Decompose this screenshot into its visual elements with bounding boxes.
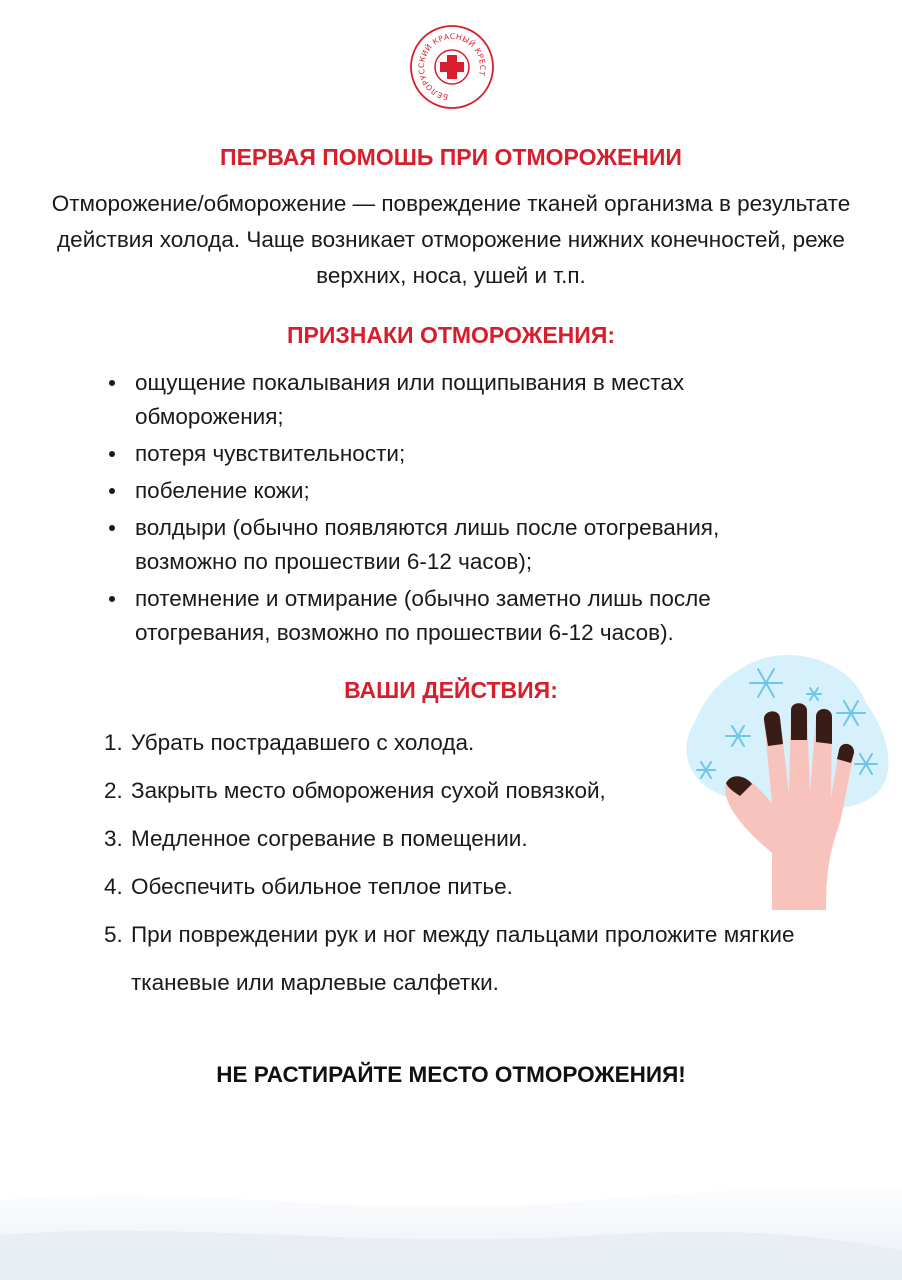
page-title: ПЕРВАЯ ПОМОШЬ ПРИ ОТМОРОЖЕНИИ [220, 144, 682, 170]
frostbitten-hand-illustration [676, 648, 898, 913]
intro-text: Отморожение/обморожение — повреждение тканей организма в результате действия холода. Чаще возникает отморожение нижних конечностей, реже верхних, носа, ушей и т.п. [51, 191, 851, 288]
action-text: При повреждении рук и ног между пальцами проложите мягкие тканевые или марлевые салфетки. [131, 922, 795, 995]
list-item: потемнение и отмирание (обычно заметно лишь после отогревания, возможно по прошествии 6-12 часов). [106, 582, 826, 650]
action-number: 1. [104, 730, 123, 755]
action-number: 4. [104, 874, 123, 899]
action-text: Медленное согревание в помещении. [131, 826, 528, 851]
action-number: 3. [104, 826, 123, 851]
red-cross-logo [409, 24, 495, 110]
action-text: Убрать пострадавшего с холода. [131, 730, 475, 755]
action-text: Обеспечить обильное теплое питье. [131, 874, 513, 899]
action-item [104, 911, 824, 1007]
frostbitten-hand-icon [676, 648, 898, 913]
action-number: 2. [104, 778, 123, 803]
action-text: Закрыть место обморожения сухой повязкой, [131, 778, 606, 803]
logo-ring-text: БЕЛОРУССКИЙ КРАСНЫЙ КРЕСТ [416, 31, 488, 102]
list-item: побеление кожи; [106, 474, 826, 508]
signs-heading: ПРИЗНАКИ ОТМОРОЖЕНИЯ: [286, 322, 616, 348]
wave-background-icon [0, 1160, 902, 1280]
actions-heading: ВАШИ ДЕЙСТВИЯ: [344, 677, 558, 703]
signs-list [106, 366, 826, 653]
red-cross-icon [409, 24, 495, 110]
list-item: потеря чувствительности; [106, 437, 826, 471]
warning-text: НЕ РАСТИРАЙТЕ МЕСТО ОТМОРОЖЕНИЯ! [216, 1062, 686, 1087]
list-item: волдыри (обычно появляются лишь после отогревания, возможно по прошествии 6-12 часов); [106, 511, 826, 579]
action-number: 5. [104, 922, 123, 947]
list-item: ощущение покалывания или пощипывания в местах обморожения; [106, 366, 826, 434]
decorative-wave [0, 1160, 902, 1280]
